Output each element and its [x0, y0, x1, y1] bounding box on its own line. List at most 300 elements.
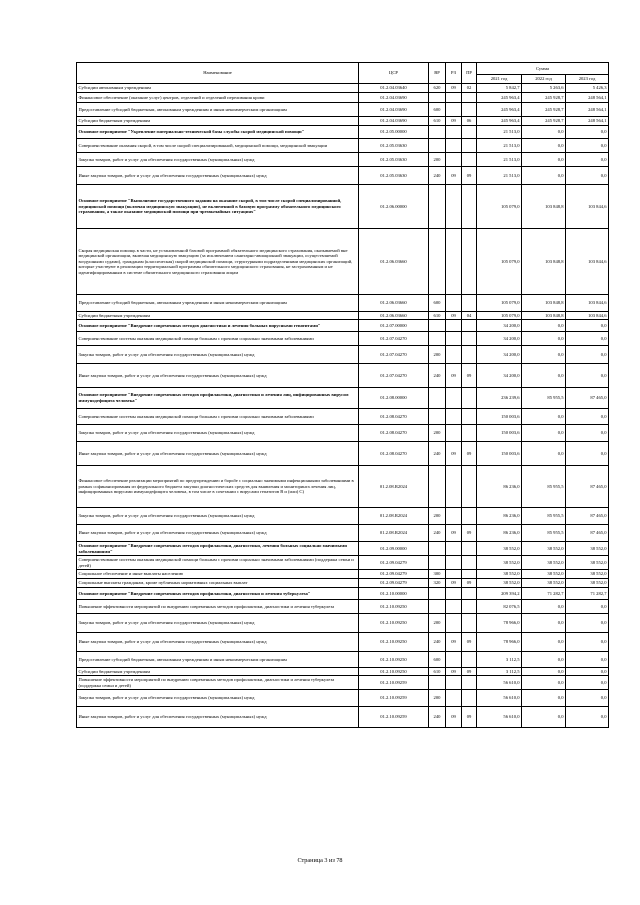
row-vr [429, 93, 446, 103]
row-sum-2022: 0,0 [522, 600, 566, 614]
row-rz: 09 [446, 117, 462, 126]
row-sum-2021: 245 963,4 [477, 93, 522, 103]
row-pr [462, 600, 477, 614]
row-rz [446, 425, 462, 442]
table-row [77, 312, 609, 320]
row-vr: 300 [429, 570, 446, 579]
row-csr: 01.2.09.00000 [359, 542, 429, 556]
row-sum-2022: 0,0 [522, 332, 566, 346]
row-csr: 01.2.06.03660 [359, 312, 429, 320]
row-sum-2021: 21 513,0 [477, 139, 522, 153]
row-sum-2023: 5 426,3 [566, 84, 609, 93]
row-vr: 240 [429, 633, 446, 652]
table-row [77, 525, 609, 542]
row-rz: 09 [446, 707, 462, 728]
row-sum-2022: 0,0 [522, 409, 566, 425]
row-sum-2022: 0,0 [522, 707, 566, 728]
row-rz [446, 295, 462, 312]
table-row [77, 425, 609, 442]
row-csr: 01.2.07.04270 [359, 346, 429, 364]
row-csr: 01.2.10.09250 [359, 600, 429, 614]
row-rz: 09 [446, 167, 462, 185]
row-sum-2022: 85 955,5 [522, 508, 566, 525]
row-rz [446, 614, 462, 633]
row-rz [446, 103, 462, 117]
row-name: Совершенствование системы оказания медицинской помощи больным с прочими социально значимыми заболеваниями (поддержка семьи и детей) [77, 556, 359, 570]
row-sum-2021: 245 963,4 [477, 103, 522, 117]
row-rz [446, 139, 462, 153]
row-sum-2023: 0,0 [566, 126, 609, 139]
row-vr [429, 185, 446, 229]
table-row [77, 668, 609, 676]
row-sum-2023: 0,0 [566, 442, 609, 466]
table-row [77, 466, 609, 508]
row-vr: 600 [429, 295, 446, 312]
row-vr [429, 388, 446, 409]
row-name: Закупка товаров, работ и услуг для обеспечения государственных (муниципальных) нужд [77, 690, 359, 707]
row-sum-2023: 0,0 [566, 153, 609, 167]
row-sum-2021: 86 236,0 [477, 466, 522, 508]
row-csr: 01.2.10.00000 [359, 588, 429, 600]
row-vr [429, 466, 446, 508]
row-csr: 01.2.09.04279 [359, 570, 429, 579]
row-vr: 240 [429, 707, 446, 728]
row-sum-2022: 103 848,8 [522, 185, 566, 229]
table-row [77, 690, 609, 707]
row-name: Основное мероприятие "Внедрение современных методов профилактики, диагностики и лечения лиц, инфицированных вирусом иммунодефицита человека" [77, 388, 359, 409]
row-sum-2023: 0,0 [566, 139, 609, 153]
row-sum-2023: 248 564,1 [566, 103, 609, 117]
row-name: Иные закупки товаров, работ и услуг для обеспечения государственных (муниципальных) нужд [77, 633, 359, 652]
row-name: Закупка товаров, работ и услуг для обеспечения государственных (муниципальных) нужд [77, 346, 359, 364]
row-rz [446, 588, 462, 600]
row-sum-2022: 38 552,0 [522, 570, 566, 579]
row-pr [462, 676, 477, 690]
row-csr: 01.2.07.04270 [359, 364, 429, 388]
row-sum-2023: 0,0 [566, 614, 609, 633]
row-vr: 240 [429, 525, 446, 542]
row-sum-2022: 0,0 [522, 167, 566, 185]
table-row [77, 442, 609, 466]
row-sum-2023: 38 552,0 [566, 570, 609, 579]
table-row [77, 588, 609, 600]
row-sum-2022: 0,0 [522, 668, 566, 676]
row-sum-2021: 86 236,0 [477, 525, 522, 542]
row-rz: 09 [446, 579, 462, 588]
row-sum-2021: 78 966,0 [477, 614, 522, 633]
row-name: Социальное обеспечение и иные выплаты населению [77, 570, 359, 579]
row-rz [446, 508, 462, 525]
row-vr [429, 556, 446, 570]
row-sum-2021: 34 200,0 [477, 332, 522, 346]
row-pr: 09 [462, 525, 477, 542]
row-csr: 01.2.10.09259 [359, 707, 429, 728]
row-pr [462, 320, 477, 332]
row-csr: 01.2.09.04279 [359, 579, 429, 588]
row-sum-2022: 38 552,0 [522, 542, 566, 556]
table-row [77, 320, 609, 332]
row-rz [446, 126, 462, 139]
row-vr: 200 [429, 346, 446, 364]
row-sum-2023: 0,0 [566, 676, 609, 690]
header-row-1 [77, 63, 609, 75]
row-csr: 01.2.05.03630 [359, 167, 429, 185]
header-year-2022: 2022 год [522, 75, 566, 84]
table-row [77, 556, 609, 570]
row-sum-2023: 0,0 [566, 690, 609, 707]
row-name: Совершенствование системы оказания медицинской помощи больным с прочими социально значимыми заболеваниями [77, 332, 359, 346]
row-csr: 01.2.05.00000 [359, 126, 429, 139]
row-sum-2021: 82 076,5 [477, 600, 522, 614]
row-csr: 01.2.04.03690 [359, 103, 429, 117]
row-name: Иные закупки товаров, работ и услуг для обеспечения государственных (муниципальных) нужд [77, 707, 359, 728]
table-row [77, 652, 609, 668]
row-name: Предоставление субсидий бюджетным, автономным учреждениям и иным некоммерческим организациям [77, 103, 359, 117]
table-row [77, 409, 609, 425]
page-number: Страница 3 из 78 [297, 857, 343, 864]
row-vr: 610 [429, 312, 446, 320]
table-row [77, 508, 609, 525]
row-rz [446, 332, 462, 346]
row-sum-2023: 0,0 [566, 600, 609, 614]
row-pr: 09 [462, 579, 477, 588]
row-sum-2021: 86 236,0 [477, 508, 522, 525]
row-name: Субсидии бюджетным учреждениям [77, 312, 359, 320]
row-sum-2023: 0,0 [566, 364, 609, 388]
row-sum-2023: 38 552,0 [566, 556, 609, 570]
table-row [77, 84, 609, 93]
row-sum-2021: 245 963,4 [477, 117, 522, 126]
row-pr [462, 542, 477, 556]
row-vr: 200 [429, 690, 446, 707]
table-row [77, 93, 609, 103]
row-name: Иные закупки товаров, работ и услуг для обеспечения государственных (муниципальных) нужд [77, 167, 359, 185]
row-vr: 200 [429, 425, 446, 442]
header-vr: ВР [429, 63, 446, 84]
row-vr [429, 126, 446, 139]
row-pr: 09 [462, 442, 477, 466]
row-name: Основное мероприятие "Внедрение современных методов профилактики, диагностики и лечения туберкулеза" [77, 588, 359, 600]
header-year-2021: 2021 год [477, 75, 522, 84]
row-sum-2023: 87 465,0 [566, 525, 609, 542]
row-rz [446, 93, 462, 103]
row-csr: 01.2.04.03690 [359, 117, 429, 126]
row-rz [446, 346, 462, 364]
row-csr: 01.2.06.03660 [359, 295, 429, 312]
table-row [77, 229, 609, 295]
row-pr [462, 295, 477, 312]
row-vr: 610 [429, 668, 446, 676]
row-vr: 620 [429, 84, 446, 93]
row-csr: 01.2.10.09250 [359, 668, 429, 676]
row-vr [429, 332, 446, 346]
row-csr: 01.2.08.04270 [359, 425, 429, 442]
row-vr [429, 229, 446, 295]
row-csr: 01.2.08.R2024 [359, 525, 429, 542]
row-name: Закупка товаров, работ и услуг для обеспечения государственных (муниципальных) нужд [77, 153, 359, 167]
row-pr: 09 [462, 633, 477, 652]
row-sum-2023: 0,0 [566, 633, 609, 652]
row-pr [462, 93, 477, 103]
row-pr: 09 [462, 668, 477, 676]
row-csr: 01.2.08.04270 [359, 409, 429, 425]
row-sum-2022: 0,0 [522, 364, 566, 388]
row-pr: 06 [462, 117, 477, 126]
row-sum-2023: 87 465,0 [566, 466, 609, 508]
row-sum-2023: 103 844,6 [566, 229, 609, 295]
row-name: Скорая медицинская помощь в части, не установленной базовой программой обязательного медицинского страхования, оказываемой вне медицинской организации, включая медицинскую эвакуацию (за исключением санитарно-авиационной эвакуации, осуществляемой воздушными судами), гражданам (классическая) скорой медицинской помощи, структурными подразделениями медицинских организаций, которые участвуют в реализации территориальной программы обязательного медицинского страхования, не застрахованным и не идентифицированным в системе обязательного медицинского страхования лицам [77, 229, 359, 295]
row-csr: 01.2.08.R2024 [359, 508, 429, 525]
row-name: Предоставление субсидий бюджетным, автономным учреждениям и иным некоммерческим организациям [77, 652, 359, 668]
row-name: Социальные выплаты гражданам, кроме публичных нормативных социальных выплат [77, 579, 359, 588]
table-row [77, 676, 609, 690]
row-rz [446, 388, 462, 409]
table-row [77, 600, 609, 614]
row-rz [446, 542, 462, 556]
row-sum-2023: 71 282,7 [566, 588, 609, 600]
row-pr: 09 [462, 364, 477, 388]
row-sum-2021: 21 513,0 [477, 167, 522, 185]
row-pr [462, 556, 477, 570]
row-pr [462, 508, 477, 525]
row-pr: 09 [462, 167, 477, 185]
row-sum-2022: 71 282,7 [522, 588, 566, 600]
row-rz: 09 [446, 668, 462, 676]
row-name: Закупка товаров, работ и услуг для обеспечения государственных (муниципальных) нужд [77, 425, 359, 442]
row-sum-2021: 3 112,5 [477, 668, 522, 676]
row-sum-2021: 3 112,5 [477, 652, 522, 668]
row-sum-2021: 56 610,0 [477, 690, 522, 707]
row-sum-2021: 105 079,0 [477, 229, 522, 295]
row-csr: 01.2.05.03630 [359, 153, 429, 167]
row-csr: 01.2.10.09250 [359, 652, 429, 668]
row-name: Основное мероприятие "Внедрение современных методов диагностики и лечения больных вирусными гепатитами" [77, 320, 359, 332]
row-sum-2023: 0,0 [566, 320, 609, 332]
document-page [76, 62, 608, 728]
row-sum-2022: 85 955,5 [522, 466, 566, 508]
row-rz: 09 [446, 84, 462, 93]
row-csr: 01.2.10.09250 [359, 614, 429, 633]
row-pr [462, 652, 477, 668]
row-pr [462, 588, 477, 600]
row-sum-2023: 248 564,1 [566, 93, 609, 103]
row-sum-2022: 38 552,0 [522, 579, 566, 588]
row-sum-2021: 5 842,7 [477, 84, 522, 93]
row-sum-2023: 0,0 [566, 167, 609, 185]
row-pr [462, 388, 477, 409]
row-pr [462, 690, 477, 707]
row-csr: 01.2.06.00000 [359, 185, 429, 229]
header-sum: Сумма [477, 63, 609, 75]
row-sum-2023: 0,0 [566, 409, 609, 425]
row-sum-2023: 0,0 [566, 668, 609, 676]
row-csr: 01.2.10.09259 [359, 676, 429, 690]
row-sum-2022: 103 848,8 [522, 295, 566, 312]
table-row [77, 633, 609, 652]
row-sum-2023: 0,0 [566, 425, 609, 442]
row-name: Финансовое обеспечение (оказание услуг) центров, отделений и отделений переливания крови [77, 93, 359, 103]
table-row [77, 614, 609, 633]
row-rz: 09 [446, 364, 462, 388]
row-sum-2023: 103 844,6 [566, 185, 609, 229]
table-row [77, 570, 609, 579]
row-sum-2022: 0,0 [522, 320, 566, 332]
row-sum-2023: 87 465,0 [566, 388, 609, 409]
row-vr [429, 588, 446, 600]
row-sum-2022: 0,0 [522, 442, 566, 466]
row-sum-2023: 0,0 [566, 332, 609, 346]
row-sum-2023: 0,0 [566, 346, 609, 364]
row-vr [429, 320, 446, 332]
row-vr: 200 [429, 508, 446, 525]
row-pr [462, 126, 477, 139]
row-pr [462, 103, 477, 117]
row-sum-2023: 0,0 [566, 652, 609, 668]
row-pr [462, 332, 477, 346]
row-csr: 01.2.06.03660 [359, 229, 429, 295]
row-rz [446, 466, 462, 508]
row-rz [446, 600, 462, 614]
row-sum-2022: 245 928,7 [522, 117, 566, 126]
row-sum-2021: 105 079,0 [477, 312, 522, 320]
row-vr: 320 [429, 579, 446, 588]
row-name: Иные закупки товаров, работ и услуг для обеспечения государственных (муниципальных) нужд [77, 525, 359, 542]
row-csr: 01.2.08.00000 [359, 388, 429, 409]
row-pr [462, 139, 477, 153]
header-pr: ПР [462, 63, 477, 84]
row-sum-2021: 34 200,0 [477, 346, 522, 364]
row-sum-2022: 0,0 [522, 126, 566, 139]
row-sum-2021: 105 079,0 [477, 185, 522, 229]
row-name: Закупка товаров, работ и услуг для обеспечения государственных (муниципальных) нужд [77, 614, 359, 633]
row-csr: 01.2.07.00000 [359, 320, 429, 332]
row-name: Основное мероприятие "Выполнение государственного задания на оказание скорой, в том числе скорой специализированной, медицинской помощи (включая медицинскую эвакуацию), не включенной в базовую программу обязательного медицинского страхования, а также оказание медицинской помощи при чрезвычайных ситуациях" [77, 185, 359, 229]
table-row [77, 295, 609, 312]
row-name: Финансовое обеспечение реализации мероприятий по предупреждению и борьбе с социально значимыми инфекционными заболеваниями в рамках софинансирования из федерального бюджета закупки диагностических средств для выявления и мониторинга лечения лиц, инфицированных вирусами иммунодефицита человека, в том числе в сочетании с вирусами гепатитов B и (или) C) [77, 466, 359, 508]
row-sum-2021: 34 200,0 [477, 364, 522, 388]
row-sum-2022: 0,0 [522, 425, 566, 442]
row-name: Повышение эффективности мероприятий по внедрению современных методов профилактики, диагностики и лечения туберкулеза (поддержка семьи и детей) [77, 676, 359, 690]
row-pr [462, 570, 477, 579]
row-sum-2021: 150 003,6 [477, 409, 522, 425]
table-row [77, 153, 609, 167]
row-sum-2023: 103 844,6 [566, 312, 609, 320]
row-csr: 01.2.04.03640 [359, 84, 429, 93]
row-vr [429, 542, 446, 556]
row-sum-2022: 245 928,7 [522, 103, 566, 117]
row-sum-2021: 38 552,0 [477, 570, 522, 579]
row-sum-2022: 38 552,0 [522, 556, 566, 570]
row-vr [429, 600, 446, 614]
row-name: Субсидии бюджетным учреждениям [77, 668, 359, 676]
table-row [77, 542, 609, 556]
row-vr: 600 [429, 103, 446, 117]
row-sum-2021: 150 003,6 [477, 425, 522, 442]
row-csr: 01.2.10.09250 [359, 633, 429, 652]
row-vr: 240 [429, 364, 446, 388]
table-row [77, 388, 609, 409]
row-sum-2023: 38 552,0 [566, 579, 609, 588]
table-row [77, 707, 609, 728]
row-pr [462, 346, 477, 364]
row-sum-2021: 21 513,0 [477, 126, 522, 139]
row-rz [446, 570, 462, 579]
row-name: Повышение эффективности мероприятий по внедрению современных методов профилактики, диагностики и лечения туберкулеза [77, 600, 359, 614]
row-sum-2022: 103 848,8 [522, 312, 566, 320]
row-vr [429, 139, 446, 153]
row-pr [462, 614, 477, 633]
row-csr: 01.2.05.03630 [359, 139, 429, 153]
row-pr [462, 185, 477, 229]
table-row [77, 139, 609, 153]
row-pr [462, 409, 477, 425]
row-sum-2022: 5 263,6 [522, 84, 566, 93]
row-sum-2021: 38 552,0 [477, 579, 522, 588]
table-row [77, 103, 609, 117]
row-rz [446, 320, 462, 332]
row-pr [462, 466, 477, 508]
row-rz [446, 153, 462, 167]
row-sum-2021: 78 966,0 [477, 633, 522, 652]
row-rz [446, 690, 462, 707]
row-pr [462, 153, 477, 167]
table-row [77, 579, 609, 588]
row-sum-2023: 87 465,0 [566, 508, 609, 525]
row-rz: 09 [446, 442, 462, 466]
row-csr: 01.2.04.03690 [359, 93, 429, 103]
table-row [77, 117, 609, 126]
row-sum-2021: 236 239,6 [477, 388, 522, 409]
header-name: Наименование [77, 63, 359, 84]
row-rz [446, 556, 462, 570]
row-sum-2021: 105 079,0 [477, 295, 522, 312]
row-pr [462, 229, 477, 295]
header-year-2023: 2023 год [566, 75, 609, 84]
row-sum-2022: 85 955,5 [522, 525, 566, 542]
row-sum-2021: 21 513,0 [477, 153, 522, 167]
row-rz [446, 185, 462, 229]
table-row [77, 185, 609, 229]
table-row [77, 167, 609, 185]
row-name: Предоставление субсидий бюджетным, автономным учреждениям и иным некоммерческим организациям [77, 295, 359, 312]
row-sum-2022: 0,0 [522, 633, 566, 652]
row-rz [446, 229, 462, 295]
row-sum-2022: 245 928,7 [522, 93, 566, 103]
row-name: Совершенствование системы оказания медицинской помощи больным с прочими социально значимыми заболеваниями [77, 409, 359, 425]
header-rz: РЗ [446, 63, 462, 84]
row-name: Основное мероприятие "Внедрение современных методов профилактики, диагностики, лечения больных социально значимыми заболеваниями" [77, 542, 359, 556]
header-csr: ЦСР [359, 63, 429, 84]
table-row [77, 126, 609, 139]
row-csr: 01.2.09.04279 [359, 556, 429, 570]
row-sum-2023: 103 844,6 [566, 295, 609, 312]
budget-table [76, 62, 609, 728]
row-rz [446, 652, 462, 668]
row-sum-2021: 209 394,2 [477, 588, 522, 600]
row-csr: 01.2.08.R2024 [359, 466, 429, 508]
row-sum-2022: 0,0 [522, 153, 566, 167]
table-body [77, 84, 609, 728]
row-csr: 01.2.07.04270 [359, 332, 429, 346]
row-vr: 610 [429, 117, 446, 126]
row-sum-2023: 248 564,1 [566, 117, 609, 126]
row-name: Иные закупки товаров, работ и услуг для обеспечения государственных (муниципальных) нужд [77, 442, 359, 466]
row-csr: 01.2.10.09259 [359, 690, 429, 707]
row-rz [446, 409, 462, 425]
row-pr: 09 [462, 707, 477, 728]
row-rz: 09 [446, 633, 462, 652]
row-vr [429, 676, 446, 690]
